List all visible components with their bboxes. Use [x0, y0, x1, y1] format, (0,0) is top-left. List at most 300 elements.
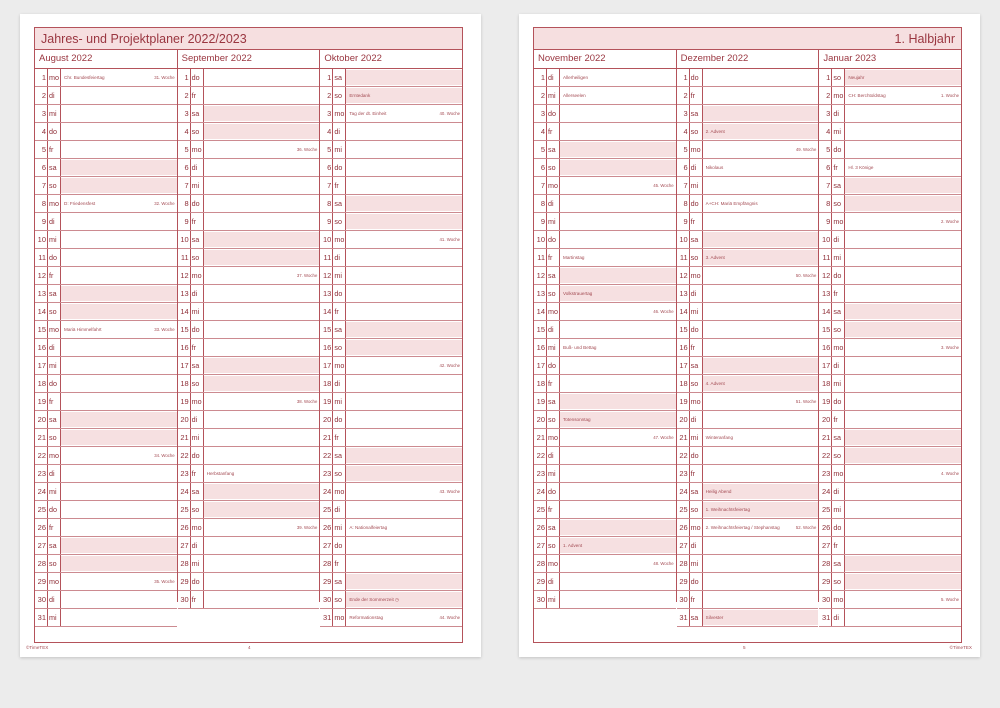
day-row [320, 537, 462, 555]
weekday-label: fr [690, 87, 703, 104]
day-note-cell[interactable] [204, 232, 320, 247]
day-note-cell[interactable] [346, 484, 462, 499]
day-note-cell[interactable] [845, 232, 961, 247]
day-row [534, 87, 676, 105]
day-number: 27 [534, 537, 547, 554]
day-note-cell[interactable] [346, 88, 462, 103]
calendar-week-label: 31. Woche [154, 75, 175, 80]
weekday-label: do [832, 519, 845, 536]
day-note-cell[interactable] [560, 268, 676, 283]
day-note-cell[interactable] [560, 196, 676, 211]
day-note-cell[interactable] [204, 340, 320, 355]
day-note-cell[interactable] [845, 430, 961, 445]
day-row [677, 231, 819, 249]
day-note-cell[interactable] [204, 376, 320, 391]
day-note-cell[interactable] [560, 358, 676, 373]
day-note-cell[interactable] [845, 178, 961, 193]
weekday-label: fr [48, 267, 61, 284]
weekday-label: mo [690, 141, 703, 158]
day-note-cell[interactable] [204, 304, 320, 319]
day-note-cell[interactable] [703, 322, 819, 337]
day-number: 8 [320, 195, 333, 212]
day-row [819, 213, 961, 231]
day-note-cell[interactable] [61, 592, 177, 607]
day-note-cell[interactable] [560, 484, 676, 499]
day-note-cell[interactable] [61, 358, 177, 373]
day-note-cell[interactable] [204, 484, 320, 499]
day-note-cell[interactable] [61, 556, 177, 571]
day-note-cell[interactable] [560, 520, 676, 535]
day-note-cell[interactable] [703, 376, 819, 391]
day-note-cell[interactable] [204, 466, 320, 481]
day-number: 12 [677, 267, 690, 284]
day-note-cell[interactable] [61, 574, 177, 589]
calendar-week-label: 37. Woche [296, 273, 318, 278]
day-note-cell[interactable] [61, 538, 177, 553]
day-note-cell[interactable] [560, 538, 676, 553]
day-note-cell[interactable] [61, 142, 177, 157]
holiday-label: CH: Berchtoldstag [848, 93, 886, 98]
weekday-label: mi [690, 303, 703, 320]
weekday-label: mi [547, 465, 560, 482]
day-note-cell[interactable] [845, 196, 961, 211]
day-row [677, 537, 819, 555]
day-note-cell[interactable] [204, 538, 320, 553]
day-note-cell[interactable] [845, 376, 961, 391]
day-note-cell[interactable] [204, 124, 320, 139]
weekday-label: so [48, 429, 61, 446]
day-note-cell[interactable] [346, 340, 462, 355]
day-note-cell[interactable] [703, 196, 819, 211]
day-note-cell[interactable] [61, 430, 177, 445]
day-number: 18 [35, 375, 48, 392]
day-note-cell[interactable] [560, 448, 676, 463]
day-note-cell[interactable] [703, 232, 819, 247]
day-note-cell[interactable] [346, 592, 462, 607]
day-note-cell[interactable] [845, 556, 961, 571]
day-note-cell[interactable] [703, 124, 819, 139]
day-note-cell[interactable] [346, 322, 462, 337]
weekday-label: fr [333, 555, 346, 572]
day-note-cell[interactable] [346, 394, 462, 409]
day-note-cell[interactable] [845, 502, 961, 517]
day-note-cell[interactable] [703, 142, 819, 157]
weekday-label: fr [547, 501, 560, 518]
day-note-cell[interactable] [346, 448, 462, 463]
day-row [819, 303, 961, 321]
day-note-cell[interactable] [703, 538, 819, 553]
day-note-cell[interactable] [845, 484, 961, 499]
weekday-label: mo [832, 465, 845, 482]
day-note-cell[interactable] [560, 502, 676, 517]
day-note-cell[interactable] [61, 520, 177, 535]
day-note-cell[interactable] [560, 250, 676, 265]
day-note-cell[interactable] [204, 106, 320, 121]
day-note-cell[interactable] [346, 214, 462, 229]
day-note-cell[interactable] [61, 286, 177, 301]
weekday-label: mo [333, 483, 346, 500]
day-row [35, 249, 177, 267]
day-note-cell[interactable] [703, 520, 819, 535]
day-number: 28 [35, 555, 48, 572]
day-note-cell[interactable] [61, 502, 177, 517]
weekday-label: sa [690, 483, 703, 500]
day-note-cell[interactable] [560, 286, 676, 301]
day-number: 1 [35, 69, 48, 86]
weekday-label: mo [48, 573, 61, 590]
day-row [178, 87, 320, 105]
weekday-label: di [48, 213, 61, 230]
day-note-cell[interactable] [61, 124, 177, 139]
day-number: 13 [819, 285, 832, 302]
day-number: 6 [178, 159, 191, 176]
day-note-cell[interactable] [703, 286, 819, 301]
day-note-cell[interactable] [560, 178, 676, 193]
day-row [178, 123, 320, 141]
day-note-cell[interactable] [703, 88, 819, 103]
day-note-cell[interactable] [61, 304, 177, 319]
day-note-cell[interactable] [346, 268, 462, 283]
weekday-label: so [191, 123, 204, 140]
day-row [534, 159, 676, 177]
day-row [534, 375, 676, 393]
day-note-cell[interactable] [560, 430, 676, 445]
day-note-cell[interactable] [845, 88, 961, 103]
day-row [677, 321, 819, 339]
day-note-cell[interactable] [560, 88, 676, 103]
day-number: 21 [178, 429, 191, 446]
month-header: Dezember 2022 [677, 50, 819, 69]
month-header: September 2022 [178, 50, 320, 69]
day-note-cell[interactable] [560, 124, 676, 139]
day-note-cell[interactable] [703, 448, 819, 463]
day-note-cell[interactable] [204, 520, 320, 535]
day-note-cell[interactable] [346, 358, 462, 373]
day-number: 24 [320, 483, 333, 500]
day-note-cell[interactable] [346, 412, 462, 427]
day-note-cell[interactable] [61, 232, 177, 247]
day-note-cell[interactable] [560, 304, 676, 319]
weekday-label: mo [333, 357, 346, 374]
day-row [677, 483, 819, 501]
day-note-cell[interactable] [204, 412, 320, 427]
day-note-cell[interactable] [204, 250, 320, 265]
day-row [320, 393, 462, 411]
day-number: 23 [534, 465, 547, 482]
weekday-label: mi [191, 303, 204, 320]
day-note-cell[interactable] [845, 592, 961, 607]
day-row [320, 285, 462, 303]
day-note-cell[interactable] [845, 394, 961, 409]
day-number: 9 [819, 213, 832, 230]
day-row [35, 159, 177, 177]
weekday-label: sa [547, 519, 560, 536]
day-note-cell[interactable] [61, 484, 177, 499]
day-note-cell[interactable] [346, 160, 462, 175]
day-row [35, 285, 177, 303]
day-note-cell[interactable] [346, 574, 462, 589]
day-note-cell[interactable] [703, 358, 819, 373]
day-note-cell[interactable] [346, 466, 462, 481]
holiday-label: 1. Weihnachtsfeiertag [705, 507, 751, 512]
day-note-cell[interactable] [61, 412, 177, 427]
day-note-cell[interactable] [61, 322, 177, 337]
day-row [320, 609, 462, 627]
weekday-label: di [48, 87, 61, 104]
day-note-cell[interactable] [560, 160, 676, 175]
day-note-cell[interactable] [703, 484, 819, 499]
day-note-cell[interactable] [703, 412, 819, 427]
day-note-cell[interactable] [346, 250, 462, 265]
weekday-label: sa [832, 555, 845, 572]
day-note-cell[interactable] [845, 142, 961, 157]
day-row [819, 105, 961, 123]
day-note-cell[interactable] [61, 70, 177, 85]
day-note-cell[interactable] [560, 322, 676, 337]
day-note-cell[interactable] [346, 232, 462, 247]
calendar-week-label: 47. Woche [653, 435, 674, 440]
day-note-cell[interactable] [204, 322, 320, 337]
day-row [178, 231, 320, 249]
day-row [178, 267, 320, 285]
day-note-cell[interactable] [204, 448, 320, 463]
day-note-cell[interactable] [204, 574, 320, 589]
day-note-cell[interactable] [845, 250, 961, 265]
day-note-cell[interactable] [560, 394, 676, 409]
day-row [178, 573, 320, 591]
day-note-cell[interactable] [346, 556, 462, 571]
day-row [534, 447, 676, 465]
day-note-cell[interactable] [703, 592, 819, 607]
day-note-cell[interactable] [204, 70, 320, 85]
day-note-cell[interactable] [346, 520, 462, 535]
day-row [35, 411, 177, 429]
day-row [819, 159, 961, 177]
day-note-cell[interactable] [845, 286, 961, 301]
day-number: 13 [677, 285, 690, 302]
day-note-cell[interactable] [204, 142, 320, 157]
day-note-cell[interactable] [560, 412, 676, 427]
day-note-cell[interactable] [204, 160, 320, 175]
day-note-cell[interactable] [560, 340, 676, 355]
day-note-cell[interactable] [845, 304, 961, 319]
day-note-cell[interactable] [703, 304, 819, 319]
day-note-cell[interactable] [346, 538, 462, 553]
day-note-cell[interactable] [703, 160, 819, 175]
weekday-label: so [690, 501, 703, 518]
day-note-cell[interactable] [346, 376, 462, 391]
weekday-label: mo [333, 609, 346, 626]
day-note-cell[interactable] [560, 466, 676, 481]
day-note-cell[interactable] [61, 178, 177, 193]
day-number: 1 [178, 69, 191, 86]
holiday-label: Hl. 3 Könige [848, 165, 874, 170]
day-number: 23 [35, 465, 48, 482]
day-note-cell[interactable] [845, 340, 961, 355]
weekday-label: so [48, 555, 61, 572]
weekday-label: mo [832, 339, 845, 356]
day-note-cell[interactable] [845, 70, 961, 85]
day-note-cell[interactable] [346, 196, 462, 211]
day-note-cell[interactable] [703, 394, 819, 409]
day-note-cell[interactable] [845, 160, 961, 175]
day-note-cell[interactable] [845, 322, 961, 337]
day-note-cell[interactable] [204, 196, 320, 211]
day-note-cell[interactable] [204, 592, 320, 607]
day-note-cell[interactable] [703, 250, 819, 265]
day-note-cell[interactable] [346, 430, 462, 445]
right-page [519, 14, 980, 657]
day-note-cell[interactable] [346, 178, 462, 193]
weekday-label: di [690, 537, 703, 554]
page-number-right: 5 [743, 645, 746, 650]
holiday-label: Buß- und Bettag [563, 345, 597, 350]
day-note-cell[interactable] [204, 286, 320, 301]
day-note-cell[interactable] [346, 70, 462, 85]
weekday-label: mo [48, 447, 61, 464]
day-number: 27 [35, 537, 48, 554]
day-number: 28 [677, 555, 690, 572]
day-note-cell[interactable] [346, 124, 462, 139]
day-note-cell[interactable] [560, 574, 676, 589]
day-row [178, 177, 320, 195]
holiday-label: Totensonntag [563, 417, 591, 422]
day-row [178, 555, 320, 573]
calendar-week-label: 42. Woche [439, 363, 461, 368]
day-note-cell[interactable] [703, 430, 819, 445]
day-note-cell[interactable] [61, 106, 177, 121]
holiday-label: Silvester [705, 615, 724, 620]
day-note-cell[interactable] [845, 574, 961, 589]
day-note-cell[interactable] [346, 502, 462, 517]
day-note-cell[interactable] [845, 124, 961, 139]
day-note-cell[interactable] [61, 160, 177, 175]
day-note-cell[interactable] [560, 232, 676, 247]
weekday-label: di [191, 285, 204, 302]
day-note-cell[interactable] [703, 106, 819, 121]
day-note-cell[interactable] [703, 214, 819, 229]
day-note-cell[interactable] [845, 268, 961, 283]
day-number: 13 [320, 285, 333, 302]
day-note-cell[interactable] [845, 610, 961, 625]
day-number: 17 [819, 357, 832, 374]
day-note-cell[interactable] [61, 250, 177, 265]
day-note-cell[interactable] [204, 556, 320, 571]
day-note-cell[interactable] [845, 358, 961, 373]
day-note-cell[interactable] [560, 70, 676, 85]
day-number: 21 [35, 429, 48, 446]
day-note-cell[interactable] [560, 106, 676, 121]
day-note-cell[interactable] [703, 466, 819, 481]
day-row [534, 519, 676, 537]
day-number: 4 [534, 123, 547, 140]
month-column [320, 50, 462, 622]
weekday-label: mo [191, 141, 204, 158]
day-note-cell[interactable] [560, 556, 676, 571]
day-note-cell[interactable] [845, 520, 961, 535]
day-note-cell[interactable] [204, 268, 320, 283]
day-note-cell[interactable] [346, 610, 462, 625]
day-note-cell[interactable] [703, 70, 819, 85]
day-note-cell[interactable] [61, 196, 177, 211]
day-row [677, 375, 819, 393]
day-row [35, 321, 177, 339]
day-note-cell[interactable] [346, 286, 462, 301]
day-note-cell[interactable] [560, 214, 676, 229]
day-number: 25 [320, 501, 333, 518]
day-note-cell[interactable] [703, 178, 819, 193]
calendar-week-label: 51. Woche [795, 399, 817, 404]
day-note-cell[interactable] [61, 466, 177, 481]
weekday-label: di [547, 69, 560, 86]
day-note-cell[interactable] [346, 106, 462, 121]
day-row [677, 87, 819, 105]
day-number: 3 [677, 105, 690, 122]
day-row [534, 339, 676, 357]
day-row [178, 591, 320, 609]
day-note-cell[interactable] [703, 268, 819, 283]
day-note-cell[interactable] [204, 430, 320, 445]
day-note-cell[interactable] [61, 88, 177, 103]
weekday-label: do [48, 249, 61, 266]
day-note-cell[interactable] [204, 358, 320, 373]
day-number: 30 [178, 591, 191, 608]
day-note-cell[interactable] [204, 502, 320, 517]
day-note-cell[interactable] [346, 304, 462, 319]
weekday-label: fr [191, 339, 204, 356]
day-note-cell[interactable] [845, 538, 961, 553]
weekday-label: do [832, 141, 845, 158]
day-note-cell[interactable] [204, 394, 320, 409]
day-note-cell[interactable] [61, 268, 177, 283]
day-note-cell[interactable] [560, 592, 676, 607]
day-number: 1 [819, 69, 832, 86]
day-note-cell[interactable] [845, 106, 961, 121]
day-note-cell[interactable] [703, 502, 819, 517]
day-note-cell[interactable] [61, 394, 177, 409]
day-note-cell[interactable] [61, 448, 177, 463]
day-note-cell[interactable] [61, 610, 177, 625]
weekday-label: fr [832, 159, 845, 176]
day-note-cell[interactable] [204, 178, 320, 193]
day-note-cell[interactable] [560, 376, 676, 391]
day-number: 21 [320, 429, 333, 446]
day-note-cell[interactable] [61, 340, 177, 355]
day-number: 11 [35, 249, 48, 266]
day-number: 3 [320, 105, 333, 122]
day-note-cell[interactable] [845, 214, 961, 229]
weekday-label: do [48, 375, 61, 392]
day-note-cell[interactable] [204, 88, 320, 103]
day-note-cell[interactable] [845, 448, 961, 463]
day-note-cell[interactable] [61, 376, 177, 391]
day-note-cell[interactable] [560, 142, 676, 157]
weekday-label: sa [48, 159, 61, 176]
day-note-cell[interactable] [845, 412, 961, 427]
day-note-cell[interactable] [845, 466, 961, 481]
day-number: 21 [819, 429, 832, 446]
day-note-cell[interactable] [703, 610, 819, 625]
weekday-label: mi [48, 105, 61, 122]
day-row [35, 591, 177, 609]
weekday-label: do [832, 393, 845, 410]
day-note-cell[interactable] [204, 214, 320, 229]
day-note-cell[interactable] [703, 556, 819, 571]
day-note-cell[interactable] [703, 574, 819, 589]
day-note-cell[interactable] [61, 214, 177, 229]
day-note-cell[interactable] [703, 340, 819, 355]
day-note-cell[interactable] [346, 142, 462, 157]
